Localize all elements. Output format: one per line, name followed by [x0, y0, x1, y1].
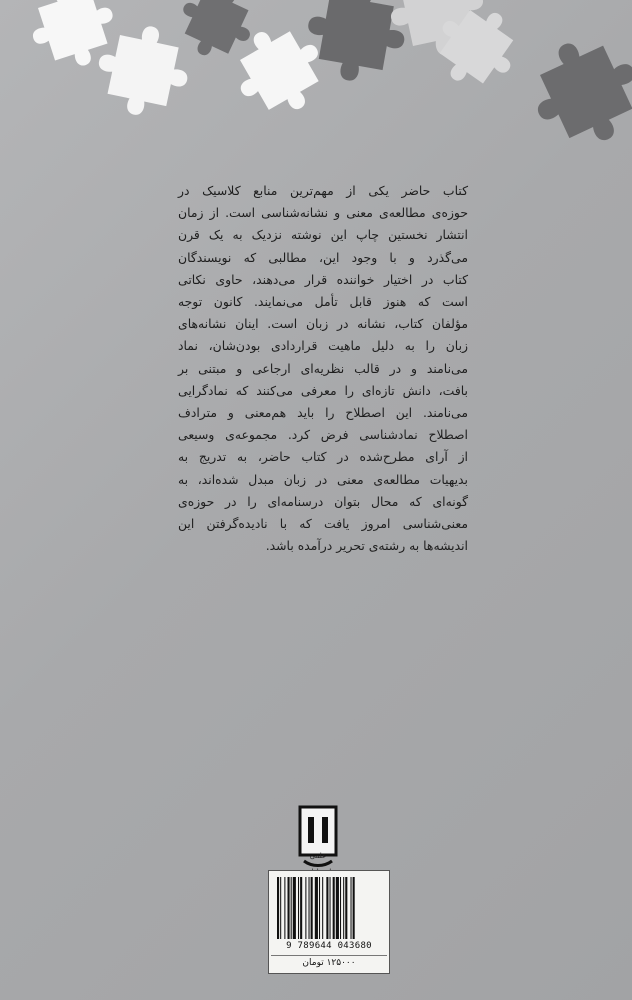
blurb-line: می‌نامند و در قالب نظریه‌ای ارجاعی و مبتنی بر — [178, 360, 468, 376]
blurb-line: مؤلفان کتاب، نشانه در زبان است. اینان نشانه‌های — [178, 316, 468, 332]
puzzle-piece — [90, 17, 197, 124]
barcode-bar — [277, 877, 279, 939]
blurb-line: حوزه‌ی مطالعه‌ی معنی و نشانه‌شناسی است. از زمان — [178, 205, 468, 221]
publisher-logo-text: علمی — [309, 852, 327, 860]
barcode-bar — [315, 877, 318, 939]
blurb-line: اندیشه‌ها به رشته‌ی تحریر درآمده باشد. — [265, 538, 468, 554]
barcode-bar — [309, 877, 310, 939]
price-label: ۱۲۵۰۰۰ تومان — [271, 955, 387, 968]
barcode-bar — [333, 877, 335, 939]
barcode-bar — [311, 877, 313, 939]
barcode-bar — [319, 877, 320, 939]
barcode-bar — [353, 877, 355, 939]
blurb-line: انتشار نخستین چاپ این نوشته نزدیک به یک قرن — [178, 227, 468, 243]
blurb-line: اصطلاح نمادشناسی فرض کرد. مجموعه‌ی وسیعی — [178, 427, 468, 443]
blurb-line: می‌نامند. این اصطلاح را باید هم‌معنی و مترادف — [178, 405, 468, 421]
blurb-line: معنی‌شناسی امروز یافت که با نادیده‌گرفتن این — [178, 516, 468, 532]
puzzle-piece — [517, 22, 632, 161]
blurb-line: از آرای مطرح‌شده در کتاب حاضر، به تدریج به — [178, 449, 468, 465]
barcode-bar — [298, 877, 299, 939]
barcode-bar — [291, 877, 292, 939]
blurb-line: بافت، دانش تازه‌ای را معرفی می‌کنند که نمادگرایی — [178, 382, 468, 398]
barcode-bar — [293, 877, 296, 939]
barcode-bar — [336, 877, 339, 939]
barcode-bar — [345, 877, 347, 939]
barcode-label — [268, 870, 390, 974]
blurb-line: گونه‌ای که محال بتوان درسنامه‌ای را در حوزه‌ی — [178, 493, 468, 509]
barcode-bar — [351, 877, 352, 939]
blurb-line: می‌گذرد و با وجود این، مطالبی که نویسندگان — [178, 249, 468, 265]
barcode-bar — [284, 877, 285, 939]
barcode-bar — [340, 877, 341, 939]
barcode — [275, 877, 381, 941]
barcode-bar — [305, 877, 306, 939]
blurb-line: زبان را به دلیل ماهیت قراردادی بودن‌شان، نماد — [178, 338, 468, 354]
blurb-line: کتاب حاضر یکی از مهم‌ترین منابع کلاسیک در — [178, 183, 468, 198]
barcode-bar — [288, 877, 290, 939]
back-cover-blurb — [178, 180, 468, 557]
blurb-line: بدیهیات مطالعه‌ی معنی در زبان مبدل شده‌اند، به — [178, 471, 468, 487]
barcode-bar — [300, 877, 302, 939]
barcode-bar — [280, 877, 281, 939]
barcode-bar — [330, 877, 331, 939]
puzzle-pieces-decoration — [0, 0, 632, 200]
blurb-line: کتاب در اختیار خواننده قرار می‌دهند، حاوی نکاتی — [178, 271, 468, 287]
barcode-bar — [322, 877, 323, 939]
barcode-bar — [343, 877, 344, 939]
barcode-bar — [326, 877, 328, 939]
isbn-number: 9 789644 043680 — [286, 941, 372, 951]
blurb-line: است که هنوز قابل تأمل می‌نمایند. کانون توجه — [178, 294, 468, 310]
